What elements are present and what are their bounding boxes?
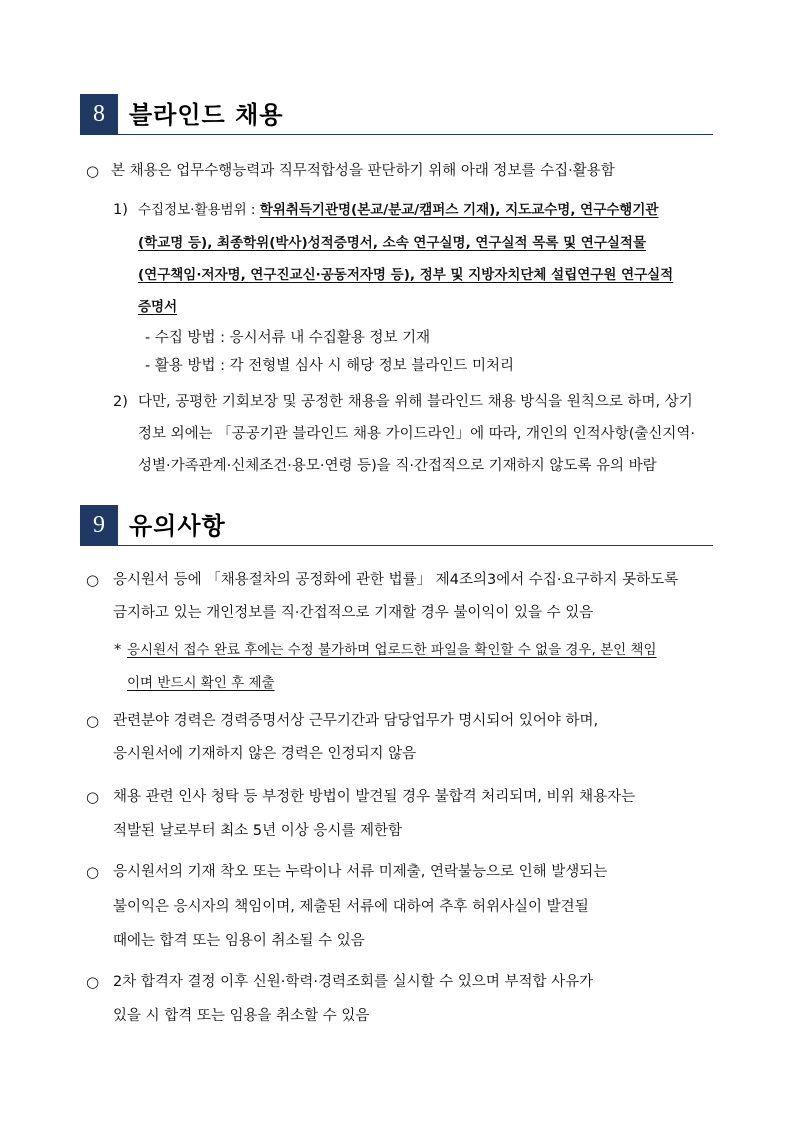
note-line-2: 이며 반드시 확인 후 제출	[127, 675, 275, 691]
item-1-line-1: 학위취득기관명(본교/분교/캠퍼스 기재), 지도교수명, 연구수행기관	[259, 202, 659, 218]
item-1-line-3: (연구책임·저자명, 연구진교신·공동저자명 등), 정부 및 지방자치단체 설립연구원 연구실적	[138, 267, 674, 283]
item-1-sub-2: - 활용 방법 : 각 전형별 심사 시 해당 정보 블라인드 미처리	[145, 358, 514, 374]
bullet-circle: ○	[86, 863, 100, 881]
notice-2-line-1: 관련분야 경력은 경력증명서상 근무기간과 담당업무가 명시되어 있어야 하며,	[113, 713, 599, 729]
notice-5-line-1: 2차 합격자 결정 이후 신원·학력·경력조회를 실시할 수 있으며 부적합 사유가	[113, 974, 594, 990]
note-line-1: 응시원서 접수 완료 후에는 수정 불가하며 업로드한 파일을 확인할 수 없을 경우, 본인 책임	[127, 642, 657, 658]
bullet-circle: ○	[86, 973, 100, 991]
item-1-line-2: (학교명 등), 최종학위(박사)성적증명서, 소속 연구실명, 연구실적 목록 및 연구실적물	[138, 235, 647, 251]
bullet-circle: ○	[86, 788, 100, 806]
item-2-line-3: 성별·가족관계·신체조건·용모·연령 등)을 직·간접적으로 기재하지 않도록 유의 바람	[138, 458, 657, 474]
bullet-circle: ○	[86, 162, 100, 180]
item-1-marker: 1)	[113, 202, 128, 218]
item-2-line-1: 다만, 공평한 기회보장 및 공정한 채용을 위해 블라인드 채용 방식을 원칙으로 하며, 상기	[138, 394, 693, 410]
item-1-label	[138, 200, 658, 220]
section-9-number: 9	[80, 505, 118, 545]
notice-4-line-1: 응시원서의 기재 착오 또는 누락이나 서류 미제출, 연락불능으로 인해 발생되는	[113, 864, 608, 880]
section-8-header	[80, 94, 713, 135]
note-marker: *	[114, 642, 122, 658]
section-8-intro: 본 채용은 업무수행능력과 직무적합성을 판단하기 위해 아래 정보를 수집·활용함	[111, 163, 615, 179]
notice-1-line-2: 금지하고 있는 개인정보를 직·간접적으로 기재할 경우 불이익이 있을 수 있음	[113, 605, 594, 621]
section-8-title: 블라인드 채용	[129, 101, 284, 129]
bullet-circle: ○	[86, 571, 100, 589]
section-9-title: 유의사항	[129, 512, 226, 540]
section-8-number: 8	[80, 94, 118, 134]
notice-3-line-1: 채용 관련 인사 청탁 등 부정한 방법이 발견될 경우 불합격 처리되며, 비위 채용자는	[113, 789, 636, 805]
item-2-line-2: 정보 외에는 「공공기관 블라인드 채용 가이드라인」에 따라, 개인의 인적사항(출신지역·	[138, 426, 695, 442]
notice-1-line-1: 응시원서 등에 「채용절차의 공정화에 관한 법률」 제4조의3에서 수집·요구하지 못하도록	[113, 572, 679, 588]
item-1-line-4: 증명서	[138, 299, 178, 315]
notice-3-line-2: 적발된 날로부터 최소 5년 이상 응시를 제한함	[113, 823, 403, 839]
notice-5-line-2: 있을 시 합격 또는 임용을 취소할 수 있음	[113, 1008, 370, 1024]
notice-4-line-3: 때에는 합격 또는 임용이 취소될 수 있음	[113, 933, 365, 949]
bullet-circle: ○	[86, 712, 100, 730]
notice-2-line-2: 응시원서에 기재하지 않은 경력은 인정되지 않음	[113, 746, 417, 762]
section-9-header	[80, 505, 713, 546]
item-1-label-text: 수집정보·활용범위 :	[138, 202, 260, 218]
notice-4-line-2: 불이익은 응시자의 책임이며, 제출된 서류에 대하여 추후 허위사실이 발견될	[113, 899, 589, 915]
item-1-sub-1: - 수집 방법 : 응시서류 내 수집활용 정보 기재	[145, 330, 431, 346]
item-2-marker: 2)	[113, 394, 128, 410]
